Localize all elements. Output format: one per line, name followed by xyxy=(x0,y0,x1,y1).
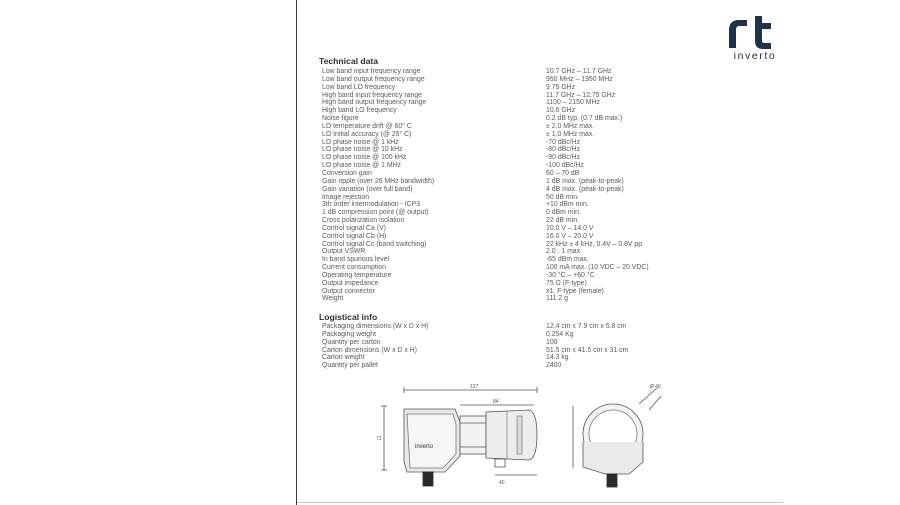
dim-flange-label: 40 xyxy=(499,480,505,486)
spec-value: ± 1.0 MHz max. xyxy=(546,130,595,138)
spec-parameter: Packaging dimensions (W x D x H) xyxy=(322,323,429,330)
spec-value: 9.75 GHz xyxy=(546,83,576,91)
datasheet-page xyxy=(297,0,783,505)
spec-value: 1 dB max. (peak-to-peak) xyxy=(546,177,624,185)
spec-value: -65 dBm max. xyxy=(546,256,589,264)
spec-value: 16.0 V – 20.0 V xyxy=(546,232,594,240)
spec-parameter: In band spurious level xyxy=(322,256,390,264)
spec-parameter: Output impedance xyxy=(322,279,379,287)
inverto-logo-mark xyxy=(725,12,783,52)
spec-parameter: 3th order intermodulation - ICP3 xyxy=(322,201,421,209)
technical-data-heading: Technical data xyxy=(319,56,379,66)
spec-parameter: Quantity per pallet xyxy=(322,362,378,370)
spec-parameter: Low band output frequency range xyxy=(322,75,425,83)
spec-parameter: Gain variation (over full band) xyxy=(322,185,413,193)
spec-value: 50 dB min. xyxy=(546,193,579,201)
dim-total-label: 127 xyxy=(470,384,479,390)
spec-value: 2.0 : 1 max. xyxy=(546,248,583,256)
spec-parameter: Current consumption xyxy=(322,264,386,272)
spec-parameter: Noise figure xyxy=(322,115,359,123)
spec-parameter: Operating temperature xyxy=(322,271,392,279)
spec-value: -80 dBc/Hz xyxy=(546,146,581,154)
spec-parameter: Carton dimensions (W x D x H) xyxy=(322,346,417,354)
spec-parameter: Output connector xyxy=(322,287,375,295)
spec-parameter: Control signal Cb (H) xyxy=(322,232,387,240)
spec-value: 10.6 GHz xyxy=(546,107,576,115)
inverto-logo-text: inverto xyxy=(733,50,777,62)
inverto-logo xyxy=(725,12,783,66)
spec-value: -100 dBc/Hz xyxy=(546,162,584,170)
spec-value: 2400 xyxy=(546,362,562,370)
spec-value: 12.4 cm x 7.9 cm x 5.8 cm xyxy=(546,323,627,330)
spec-parameter: Quantity per carton xyxy=(322,338,381,346)
spec-parameter: LO phase noise @ 1 MHz xyxy=(322,162,402,170)
spec-parameter: LO Initial accuracy (@ 25° C) xyxy=(322,130,412,138)
spec-value: 0 dBm min. xyxy=(546,209,581,217)
spec-parameter: Weight xyxy=(322,295,344,303)
dim-diameter-label: Ø 40 xyxy=(650,384,661,390)
spec-parameter: LO temperature drift @ 60° C xyxy=(322,122,412,130)
lnb-dimension-drawing xyxy=(367,382,667,492)
spec-value: 111.2 g xyxy=(546,295,568,303)
spec-parameter: High band LO frequency xyxy=(322,107,397,115)
dim-body-label: 84 xyxy=(493,399,499,405)
spec-parameter: Control signal Ca (V) xyxy=(322,224,386,232)
spec-parameter: Packaging weight xyxy=(322,330,377,338)
spec-value: 60 – 70 dB xyxy=(546,169,580,177)
spec-parameter: Gain ripple (over 26 MHz bandwidth) xyxy=(322,177,435,185)
spec-parameter: Control signal Cc (band switching) xyxy=(322,240,427,248)
spec-parameter: High band output frequency range xyxy=(322,99,427,107)
dim-side-label: 71 xyxy=(376,436,382,442)
spec-value: +10 dBm min. xyxy=(546,201,589,209)
spec-value: -70 dBc/Hz xyxy=(546,138,581,146)
spec-parameter: High band input frequency range xyxy=(322,91,422,99)
spec-value: 0.2 dB typ. (0.7 dB max.) xyxy=(546,115,623,123)
spec-value: -30 °C – +60 °C xyxy=(546,271,595,279)
spec-parameter: Low band LO frequency xyxy=(322,83,396,91)
drawing-brand-label: inverto xyxy=(415,444,434,450)
spec-value: 0.254 Kg xyxy=(546,330,574,338)
technical-drawing xyxy=(367,382,667,497)
spec-parameter: Cross polarization isolation xyxy=(322,217,405,225)
spec-parameter: Low band input frequency range xyxy=(322,68,421,75)
spec-value: 10.0 V – 14.0 V xyxy=(546,224,594,232)
spec-parameter: Conversion gain xyxy=(322,169,372,177)
spec-value: 100 mA max. (10 VDC – 20 VDC) xyxy=(546,264,649,272)
spec-value: 14.3 kg xyxy=(546,354,569,362)
spec-parameter: Image rejection xyxy=(322,193,370,201)
spec-parameter: Carton weight xyxy=(322,354,365,362)
spec-value: 22 kHz ± 4 kHz, 0.4V – 0.8V pp xyxy=(546,240,643,248)
spec-parameter: Output VSWR xyxy=(322,248,366,256)
spec-parameter: 1 dB compression point (@ output) xyxy=(322,209,429,217)
spec-parameter: LO phase noise @ 100 kHz xyxy=(322,154,407,162)
spec-value: 1100 – 2150 MHz xyxy=(546,99,600,107)
spec-value: x1, F-type (female) xyxy=(546,287,604,295)
spec-value: 10.7 GHz – 11.7 GHz xyxy=(546,68,612,75)
spec-value: 51.5 cm x 41.5 cm x 31 cm xyxy=(546,346,629,354)
spec-value: 4 dB max. (peak-to-peak) xyxy=(546,185,624,193)
logistical-info-heading: Logistical info xyxy=(319,312,378,322)
spec-value: 950 MHz – 1950 MHz xyxy=(546,75,613,83)
spec-value: ± 2.0 MHz max. xyxy=(546,122,595,130)
spec-value: 100 xyxy=(546,338,558,346)
spec-parameter: LO phase noise @ 1 kHz xyxy=(322,138,399,146)
spec-value: 22 dB min. xyxy=(546,217,579,225)
spec-value: 75 Ω (F-type) xyxy=(546,279,587,287)
spec-parameter: LO phase noise @ 10 kHz xyxy=(322,146,403,154)
spec-value: -90 dBc/Hz xyxy=(546,154,581,162)
spec-value: 11.7 GHz – 12.75 GHz xyxy=(546,91,616,99)
